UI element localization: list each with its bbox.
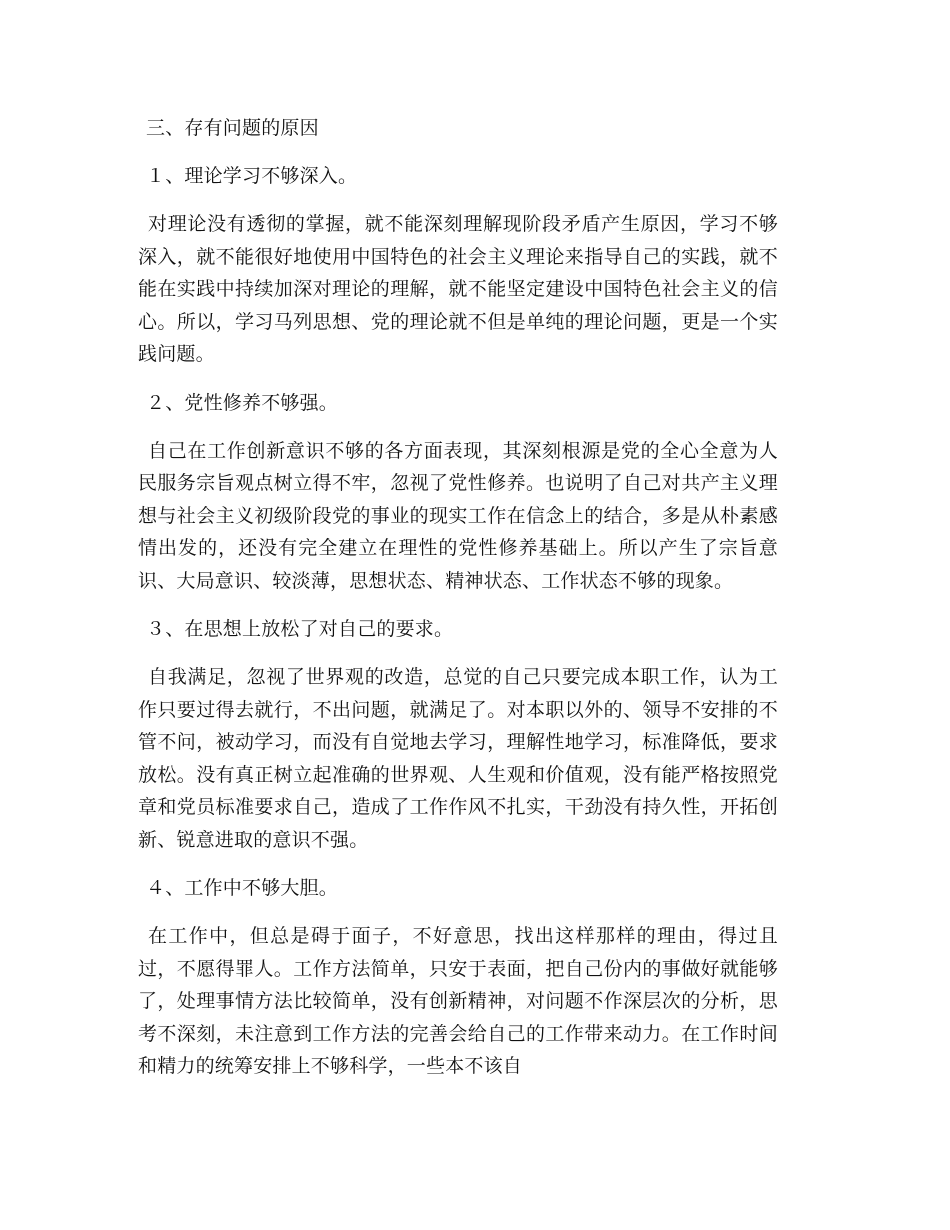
item-paragraph-1: 对理论没有透彻的掌握，就不能深刻理解现阶段矛盾产生原因，学习不够深入，就不能很好地使用中国特色的社会主义理论来指导自己的实践，就不能在实践中持续加深对理论的理解，就不能坚定建设中国特色社会主义的信心。所以，学习马列思想、党的理论就不但是单纯的理论问题，更是一个实践问题。 — [138, 213, 778, 365]
item-paragraph-2: 自己在工作创新意识不够的各方面表现，其深刻根源是党的全心全意为人民服务宗旨观点树立得不牢，忽视了党性修养。也说明了自己对共产主义理想与社会主义初级阶段党的事业的现实工作在信念上的结合，多是从朴素感情出发的，还没有完全建立在理性的党性修养基础上。所以产生了宗旨意识、大局意识、较淡薄，思想状态、精神状态、工作状态不够的现象。 — [138, 439, 778, 592]
item-paragraph-4: 在工作中，但总是碍于面子，不好意思，找出这样那样的理由，得过且过，不愿得罪人。工作方法简单，只安于表面，把自己份内的事做好就能够了，处理事情方法比较简单，没有创新精神，对问题不作深层次的分析，思考不深刻，未注意到工作方法的完善会给自己的工作带来动力。在工作时间和精力的统筹安排上不够科学，一些本不该自 — [138, 925, 778, 1077]
section-title: 三、存有问题的原因 — [146, 117, 319, 139]
item-heading-2: ２、党性修养不够强。 — [146, 391, 339, 414]
item-heading-3: ３、在思想上放松了对自己的要求。 — [146, 618, 454, 640]
item-heading-4: ４、工作中不够大胆。 — [146, 877, 339, 899]
document-body — [138, 112, 778, 1099]
item-heading-1: １、理论学习不够深入。 — [146, 165, 358, 187]
item-paragraph-3: 自我满足，忽视了世界观的改造，总觉的自己只要完成本职工作，认为工作只要过得去就行，不出问题，就满足了。对本职以外的、领导不安排的不管不问，被动学习，而没有自觉地去学习，理解性地学习，标准降低，要求放松。没有真正树立起准确的世界观、人生观和价值观，没有能严格按照党章和党员标准要求自己，造成了工作作风不扎实，干劲没有持久性，开拓创新、锐意进取的意识不强。 — [138, 666, 778, 851]
